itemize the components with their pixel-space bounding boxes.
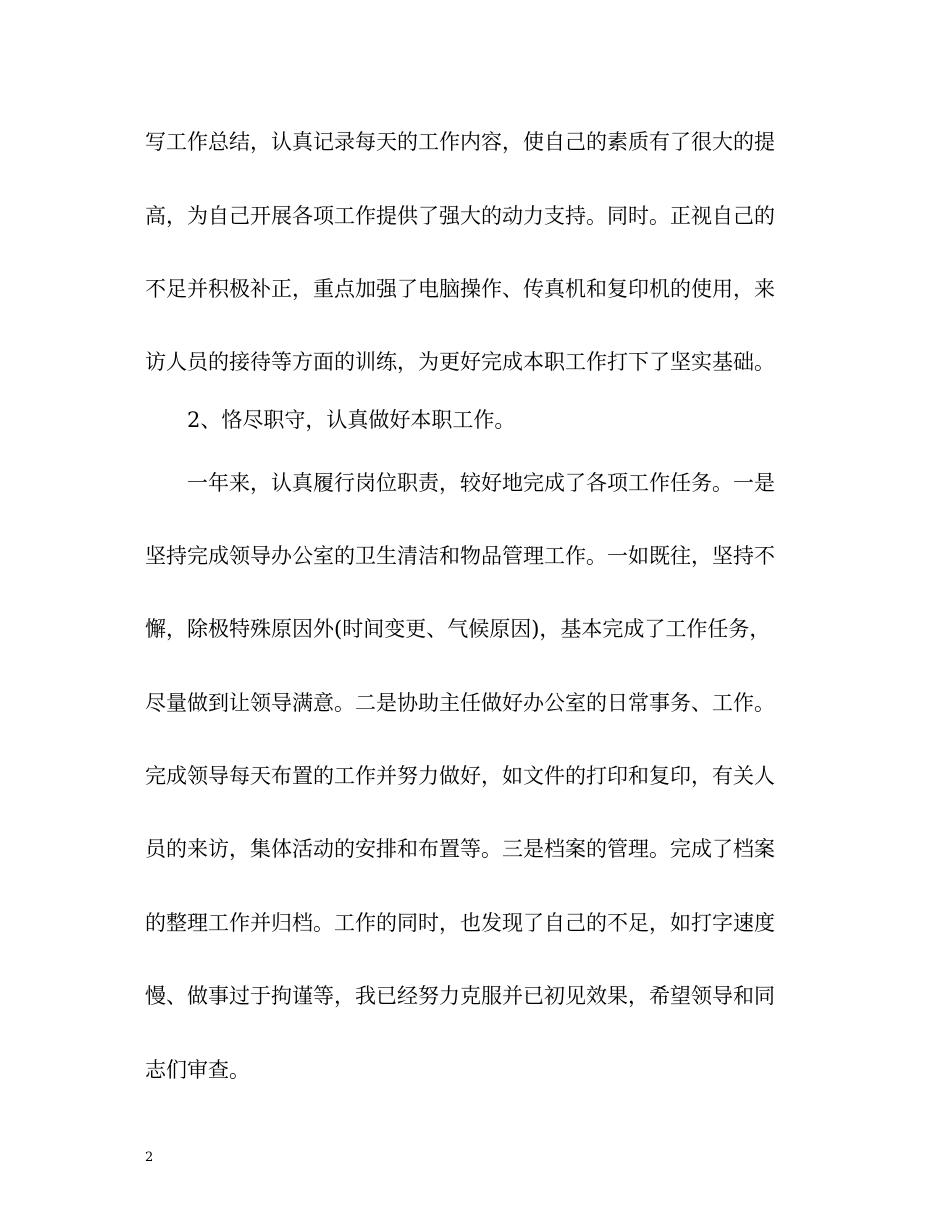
body-text-line: 懈，除极特殊原因外(时间变更、气候原因)，基本完成了工作任务，: [145, 617, 771, 641]
body-text-line: 志们审查。: [145, 1058, 250, 1082]
body-text-line: 员的来访，集体活动的安排和布置等。三是档案的管理。完成了档案: [145, 837, 775, 861]
section-heading: 2、恪尽职守，认真做好本职工作。: [187, 408, 516, 432]
body-text-line: 不足并积极补正，重点加强了电脑操作、传真机和复印机的使用，来: [145, 277, 775, 301]
body-text-line: 的整理工作并归档。工作的同时，也发现了自己的不足，如打字速度: [145, 911, 775, 935]
body-text-line: 一年来，认真履行岗位职责，较好地完成了各项工作任务。一是: [187, 471, 775, 495]
body-text-line: 坚持完成领导办公室的卫生清洁和物品管理工作。一如既往，坚持不: [145, 544, 775, 568]
body-text-line: 慢、做事过于拘谨等，我已经努力克服并已初见效果，希望领导和同: [145, 984, 775, 1008]
body-text-line: 访人员的接待等方面的训练，为更好完成本职工作打下了坚实基础。: [145, 350, 775, 374]
body-text-line: 尽量做到让领导满意。二是协助主任做好办公室的日常事务、工作。: [145, 691, 775, 715]
page-number: 2: [145, 1150, 154, 1165]
body-text-line: 写工作总结，认真记录每天的工作内容，使自己的素质有了很大的提: [145, 130, 775, 154]
body-text-line: 高，为自己开展各项工作提供了强大的动力支持。同时。正视自己的: [145, 204, 775, 228]
body-text-line: 完成领导每天布置的工作并努力做好，如文件的打印和复印，有关人: [145, 764, 775, 788]
